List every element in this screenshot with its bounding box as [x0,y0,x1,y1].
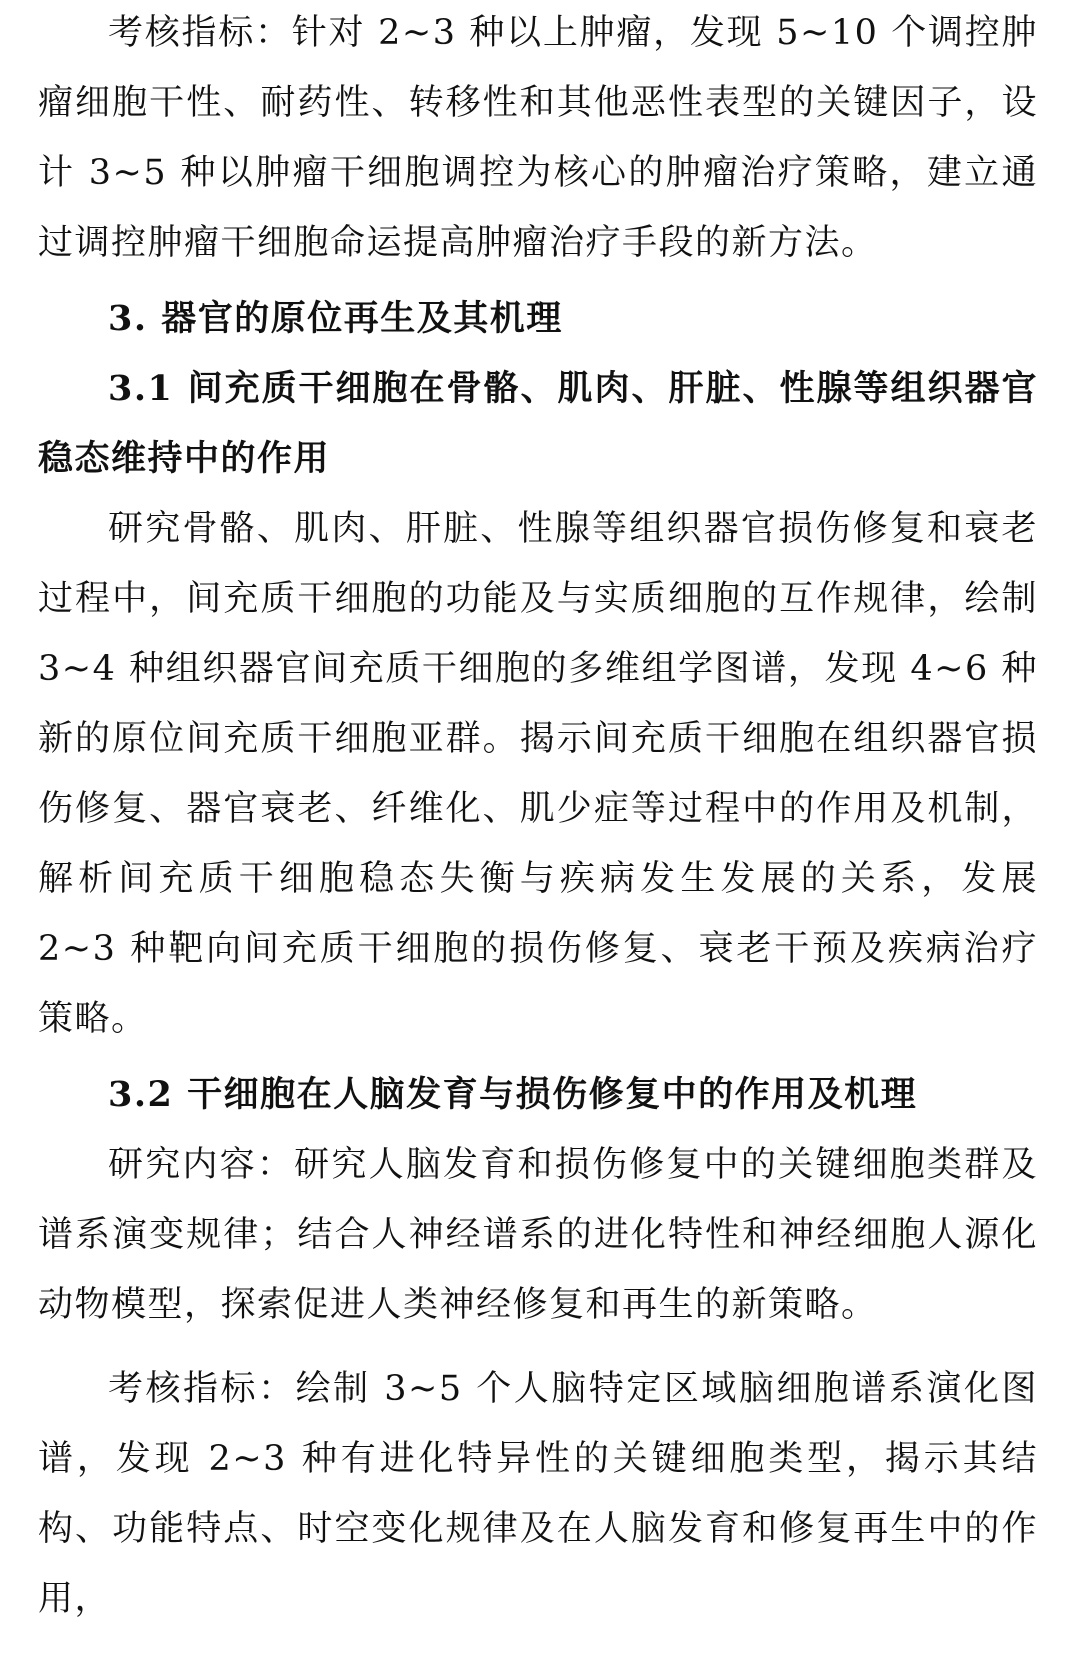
assessment-indicators-paragraph-brain: 考核指标：绘制 3~5 个人脑特定区域脑细胞谱系演化图谱，发现 2~3 种有进化特异性的关键细胞类型，揭示其结构、功能特点、时空变化规律及在人脑发育和修复再生中的作用， [38,1369,1038,1619]
assessment-indicators-paragraph-tumor: 考核指标：针对 2~3 种以上肿瘤，发现 5~10 个调控肿瘤细胞干性、耐药性、转移性和其他恶性表型的关键因子，设计 3~5 种以肿瘤干细胞调控为核心的肿瘤治疗策略，建立通过调控肿瘤干细胞命运提高肿瘤治疗手段的新方法。 [38,13,1038,263]
subsection-heading-3-2: 3.2 干细胞在人脑发育与损伤修复中的作用及机理 [108,1074,918,1115]
document-page [38,0,1038,1634]
section-heading-3: 3. 器官的原位再生及其机理 [108,298,563,339]
subsection-heading-3-1: 3.1 间充质干细胞在骨骼、肌肉、肝脏、性腺等组织器官稳态维持中的作用 [38,368,1038,479]
research-paragraph-mesenchymal: 研究骨骼、肌肉、肝脏、性腺等组织器官损伤修复和衰老过程中，间充质干细胞的功能及与实质细胞的互作规律，绘制 3~4 种组织器官间充质干细胞的多维组学图谱，发现 4~6 种新的原位间充质干细胞亚群。揭示间充质干细胞在组织器官损伤修复、器官衰老、纤维化、肌少症等过程中的作用及机制，解析间充质干细胞稳态失衡与疾病发生发展的关系，发展 2~3 种靶向间充质干细胞的损伤修复、衰老干预及疾病治疗策略。 [38,509,1038,1039]
research-content-paragraph-brain: 研究内容：研究人脑发育和损伤修复中的关键细胞类群及谱系演变规律；结合人神经谱系的进化特性和神经细胞人源化动物模型，探索促进人类神经修复和再生的新策略。 [38,1145,1038,1325]
